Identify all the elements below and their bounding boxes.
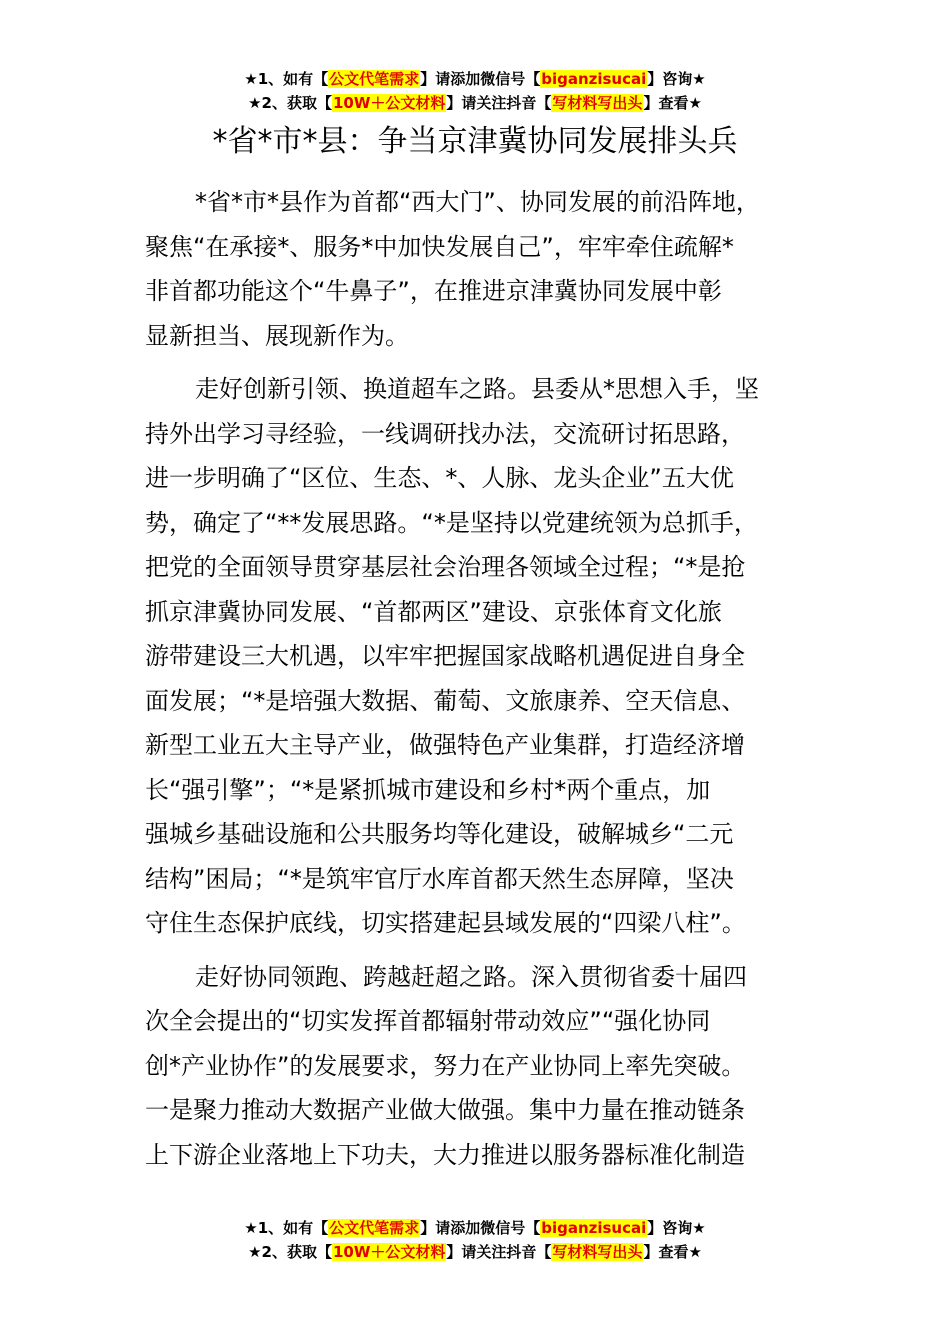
text-line: 走好协同领跑、跨越赶超之路。深入贯彻省委十届四 — [195, 962, 747, 991]
text-line: *省*市*县作为首都“西大门”、协同发展的前沿阵地， — [195, 188, 760, 216]
highlight-service: 公文代笔需求 — [329, 1219, 420, 1237]
text-line: 次全会提出的“切实发挥首都辐射带动效应”“强化协同 — [145, 1007, 711, 1035]
banner-line-2: ★2、获取【10W＋公文材料】请关注抖音【写材料写出头】查看★ — [248, 94, 702, 112]
paragraph-2 — [145, 367, 810, 946]
text-line: 势，确定了“**发展思路。“*是坚持以党建统领为总抓手， — [145, 508, 758, 537]
highlight-douyin: 写材料写出头 — [552, 94, 643, 112]
text-line: 长“强引擎”；“*是紧抓城市建设和乡村*两个重点，加 — [145, 775, 711, 804]
text-line: 一是聚力推动大数据产业做大做强。集中力量在推动链条 — [145, 1096, 745, 1124]
text-line: 把党的全面领导贯穿基层社会治理各领域全过程；“*是抢 — [145, 553, 746, 581]
banner-line-2: ★2、获取【10W＋公文材料】请关注抖音【写材料写出头】查看★ — [248, 1243, 702, 1261]
text-line: 上下游企业落地上下功夫，大力推进以服务器标准化制造 — [145, 1140, 745, 1169]
page-title: *省*市*县：争当京津冀协同发展排头兵 — [212, 124, 738, 159]
highlight-wechat-id: biganzisucai — [541, 1219, 647, 1237]
text-line: 面发展；“*是培强大数据、葡萄、文旅康养、空天信息、 — [145, 686, 746, 715]
text-line: 结构”困局；“*是筑牢官厅水库首都天然生态屏障，坚决 — [145, 864, 734, 893]
text-line: 聚焦“在承接*、服务*中加快发展自己”，牢牢牵住疏解* — [145, 232, 734, 261]
highlight-materials: 10W＋公文材料 — [332, 1243, 446, 1261]
document-body — [145, 180, 810, 1186]
text-line: 进一步明确了“区位、生态、*、人脉、龙头企业”五大优 — [145, 464, 734, 492]
text-line: 走好创新引领、换道超车之路。县委从*思想入手，坚 — [195, 375, 759, 403]
text-line: 新型工业五大主导产业，做强特色产业集群，打造经济增 — [145, 731, 745, 759]
text-line: 非首都功能这个“牛鼻子”，在推进京津冀协同发展中彰 — [145, 277, 722, 305]
paragraph-1 — [145, 180, 810, 358]
banner-line-1: ★1、如有【公文代笔需求】请添加微信号【biganzisucai】咨询★ — [244, 70, 706, 88]
text-line: 守住生态保护底线，切实搭建起县域发展的“四梁八柱”。 — [145, 909, 746, 937]
banner-line-1: ★1、如有【公文代笔需求】请添加微信号【biganzisucai】咨询★ — [244, 1219, 706, 1237]
highlight-douyin: 写材料写出头 — [552, 1243, 643, 1261]
paragraph-3 — [145, 955, 810, 1178]
header-banner — [0, 68, 950, 116]
highlight-materials: 10W＋公文材料 — [332, 94, 446, 112]
text-line: 抓京津冀协同发展、“首都两区”建设、京张体育文化旅 — [145, 597, 722, 626]
text-line: 创*产业协作”的发展要求，努力在产业协同上率先突破。 — [145, 1051, 746, 1080]
highlight-wechat-id: biganzisucai — [541, 70, 647, 88]
text-line: 持外出学习寻经验，一线调研找办法，交流研讨拓思路， — [145, 419, 745, 448]
highlight-service: 公文代笔需求 — [329, 70, 420, 88]
text-line: 游带建设三大机遇，以牢牢把握国家战略机遇促进自身全 — [145, 642, 745, 670]
text-line: 显新担当、展现新作为。 — [145, 321, 409, 350]
text-line: 强城乡基础设施和公共服务均等化建设，破解城乡“二元 — [145, 820, 734, 848]
footer-banner — [0, 1217, 950, 1265]
